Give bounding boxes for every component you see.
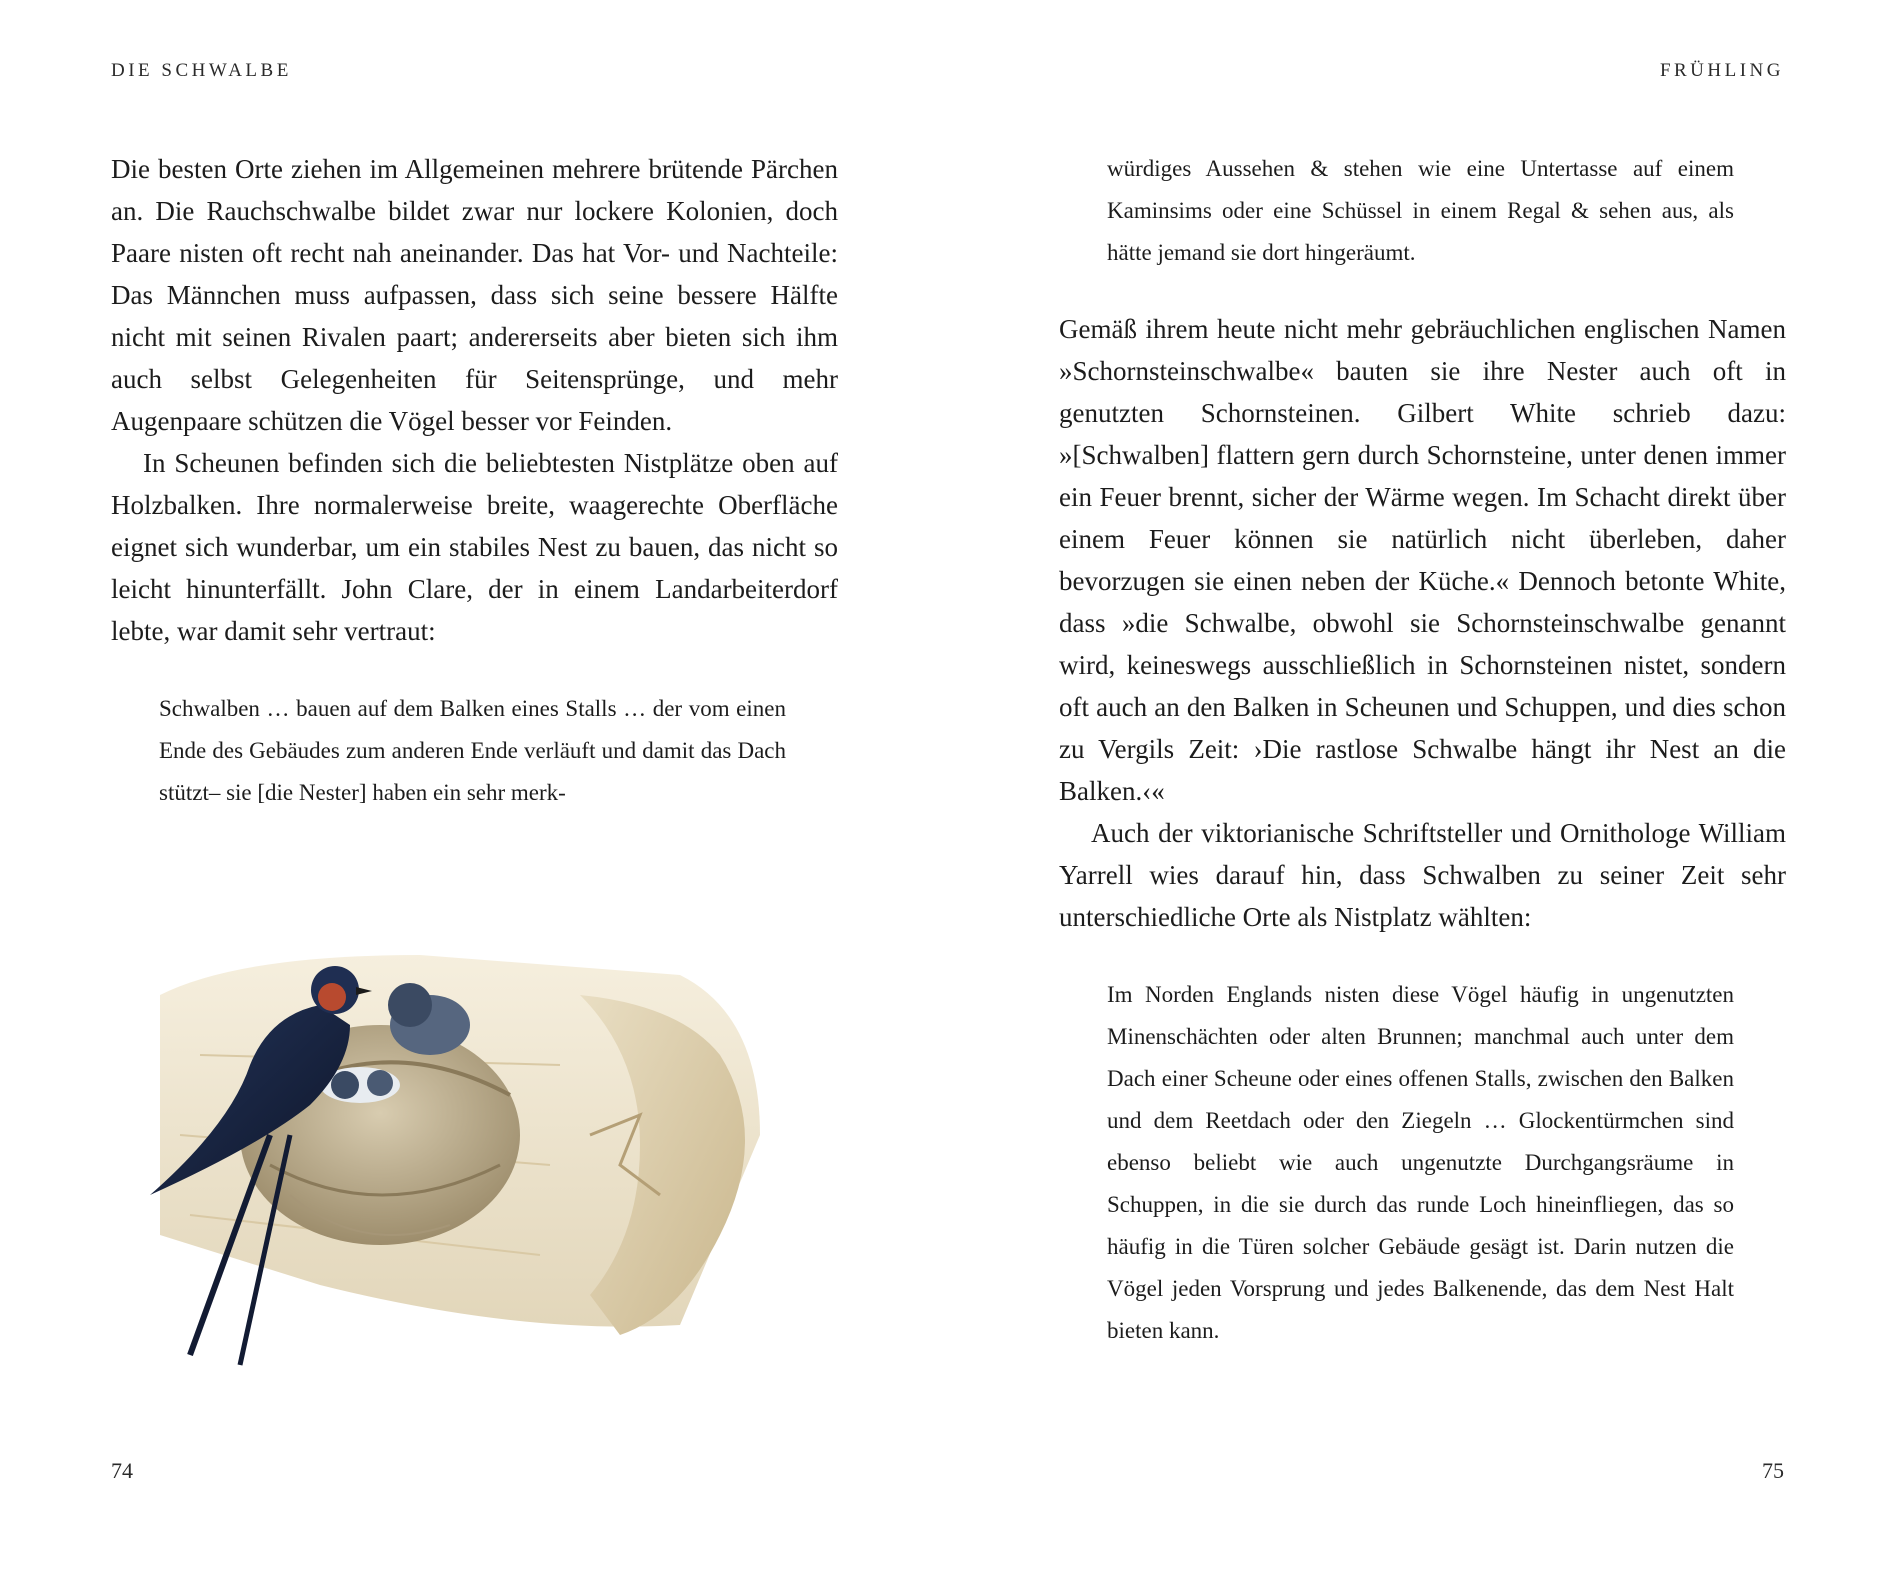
paragraph: Auch der viktorianische Schriftsteller und Ornithologe William Yarrell wies darauf hin, dass Schwalben zu seiner Zeit sehr unterschiedliche Orte als Nistplatz wählten: [1059, 818, 1786, 932]
running-head: DIE SCHWALBE [111, 60, 292, 81]
paragraph: In Scheunen befinden sich die beliebtesten Nistplätze oben auf Holzbalken. Ihre normalerweise breite, waagerechte Oberfläche eignet sich wunderbar, um ein stabiles Nest zu bauen, das nicht so leicht hinunterfällt. John Clare, der in einem Landarbeiterdorf lebte, war damit sehr vertraut: [111, 448, 838, 646]
body-text [111, 148, 838, 814]
swallow-nest-illustration [120, 935, 820, 1405]
running-head: FRÜHLING [1659, 60, 1784, 81]
paragraph: Die besten Orte ziehen im Allgemeinen mehrere brütende Pärchen an. Die Rauchschwalbe bildet zwar nur lockere Kolonien, doch Paare nisten oft recht nah aneinander. Das hat Vor- und Nachteile: Das Männchen muss aufpassen, dass sich seine bessere Hälfte nicht mit seinen Rivalen paart; andererseits aber bieten sich ihm auch selbst Gelegenheiten für Seitensprünge, und mehr Augenpaare schützen die Vögel besser vor Feinden. [111, 154, 838, 436]
block-quote-continued: würdiges Aussehen & stehen wie eine Untertasse auf einem Kaminsims oder eine Schüssel in einem Regal & sehen aus, als hätte jemand sie dort hingeräumt. [1107, 156, 1734, 265]
page-number: 75 [1762, 1458, 1784, 1483]
right-page [945, 0, 1890, 1575]
block-quote: Schwalben … bauen auf dem Balken eines Stalls … der vom einen Ende des Gebäudes zum anderen Ende verläuft und damit das Dach stützt– sie [die Nester] haben ein sehr merk- [159, 696, 786, 805]
block-quote: Im Norden Englands nisten diese Vögel häufig in ungenutzten Minenschächten oder alten Brunnen; manchmal auch unter dem Dach einer Scheune oder eines offenen Stalls, zwischen den Balken und dem Reetdach oder den Ziegeln … Glockentürmchen sind ebenso beliebt wie auch ungenutzte Durchgangsräume in Schuppen, in die sie durch das runde Loch hineinfliegen, das so häufig in die Türen solcher Gebäude gesägt ist. Darin nutzen die Vögel jeden Vorsprung und jedes Balkenende, das dem Nest Halt bieten kann. [1107, 982, 1734, 1343]
page-number: 74 [111, 1458, 133, 1483]
paragraph: Gemäß ihrem heute nicht mehr gebräuchlichen englischen Namen »Schornsteinschwalbe« bauten sie ihre Nester auch oft in genutzten Schornsteinen. Gilbert White schrieb dazu: »[Schwalben] flattern gern durch Schornsteine, unter denen immer ein Feuer brennt, sicher der Wärme wegen. Im Schacht direkt über einem Feuer können sie natürlich nicht überleben, daher bevorzugen sie einen neben der Küche.« Dennoch betonte White, dass »die Schwalbe, obwohl sie Schornsteinschwalbe genannt wird, keineswegs ausschließlich in Schornsteinen nistet, sondern oft auch an den Balken in Scheunen und Schuppen, und dies schon zu Vergils Zeit: ›Die rastlose Schwalbe hängt ihr Nest an die Balken.‹« [1059, 314, 1786, 806]
body-text [1059, 148, 1786, 1352]
